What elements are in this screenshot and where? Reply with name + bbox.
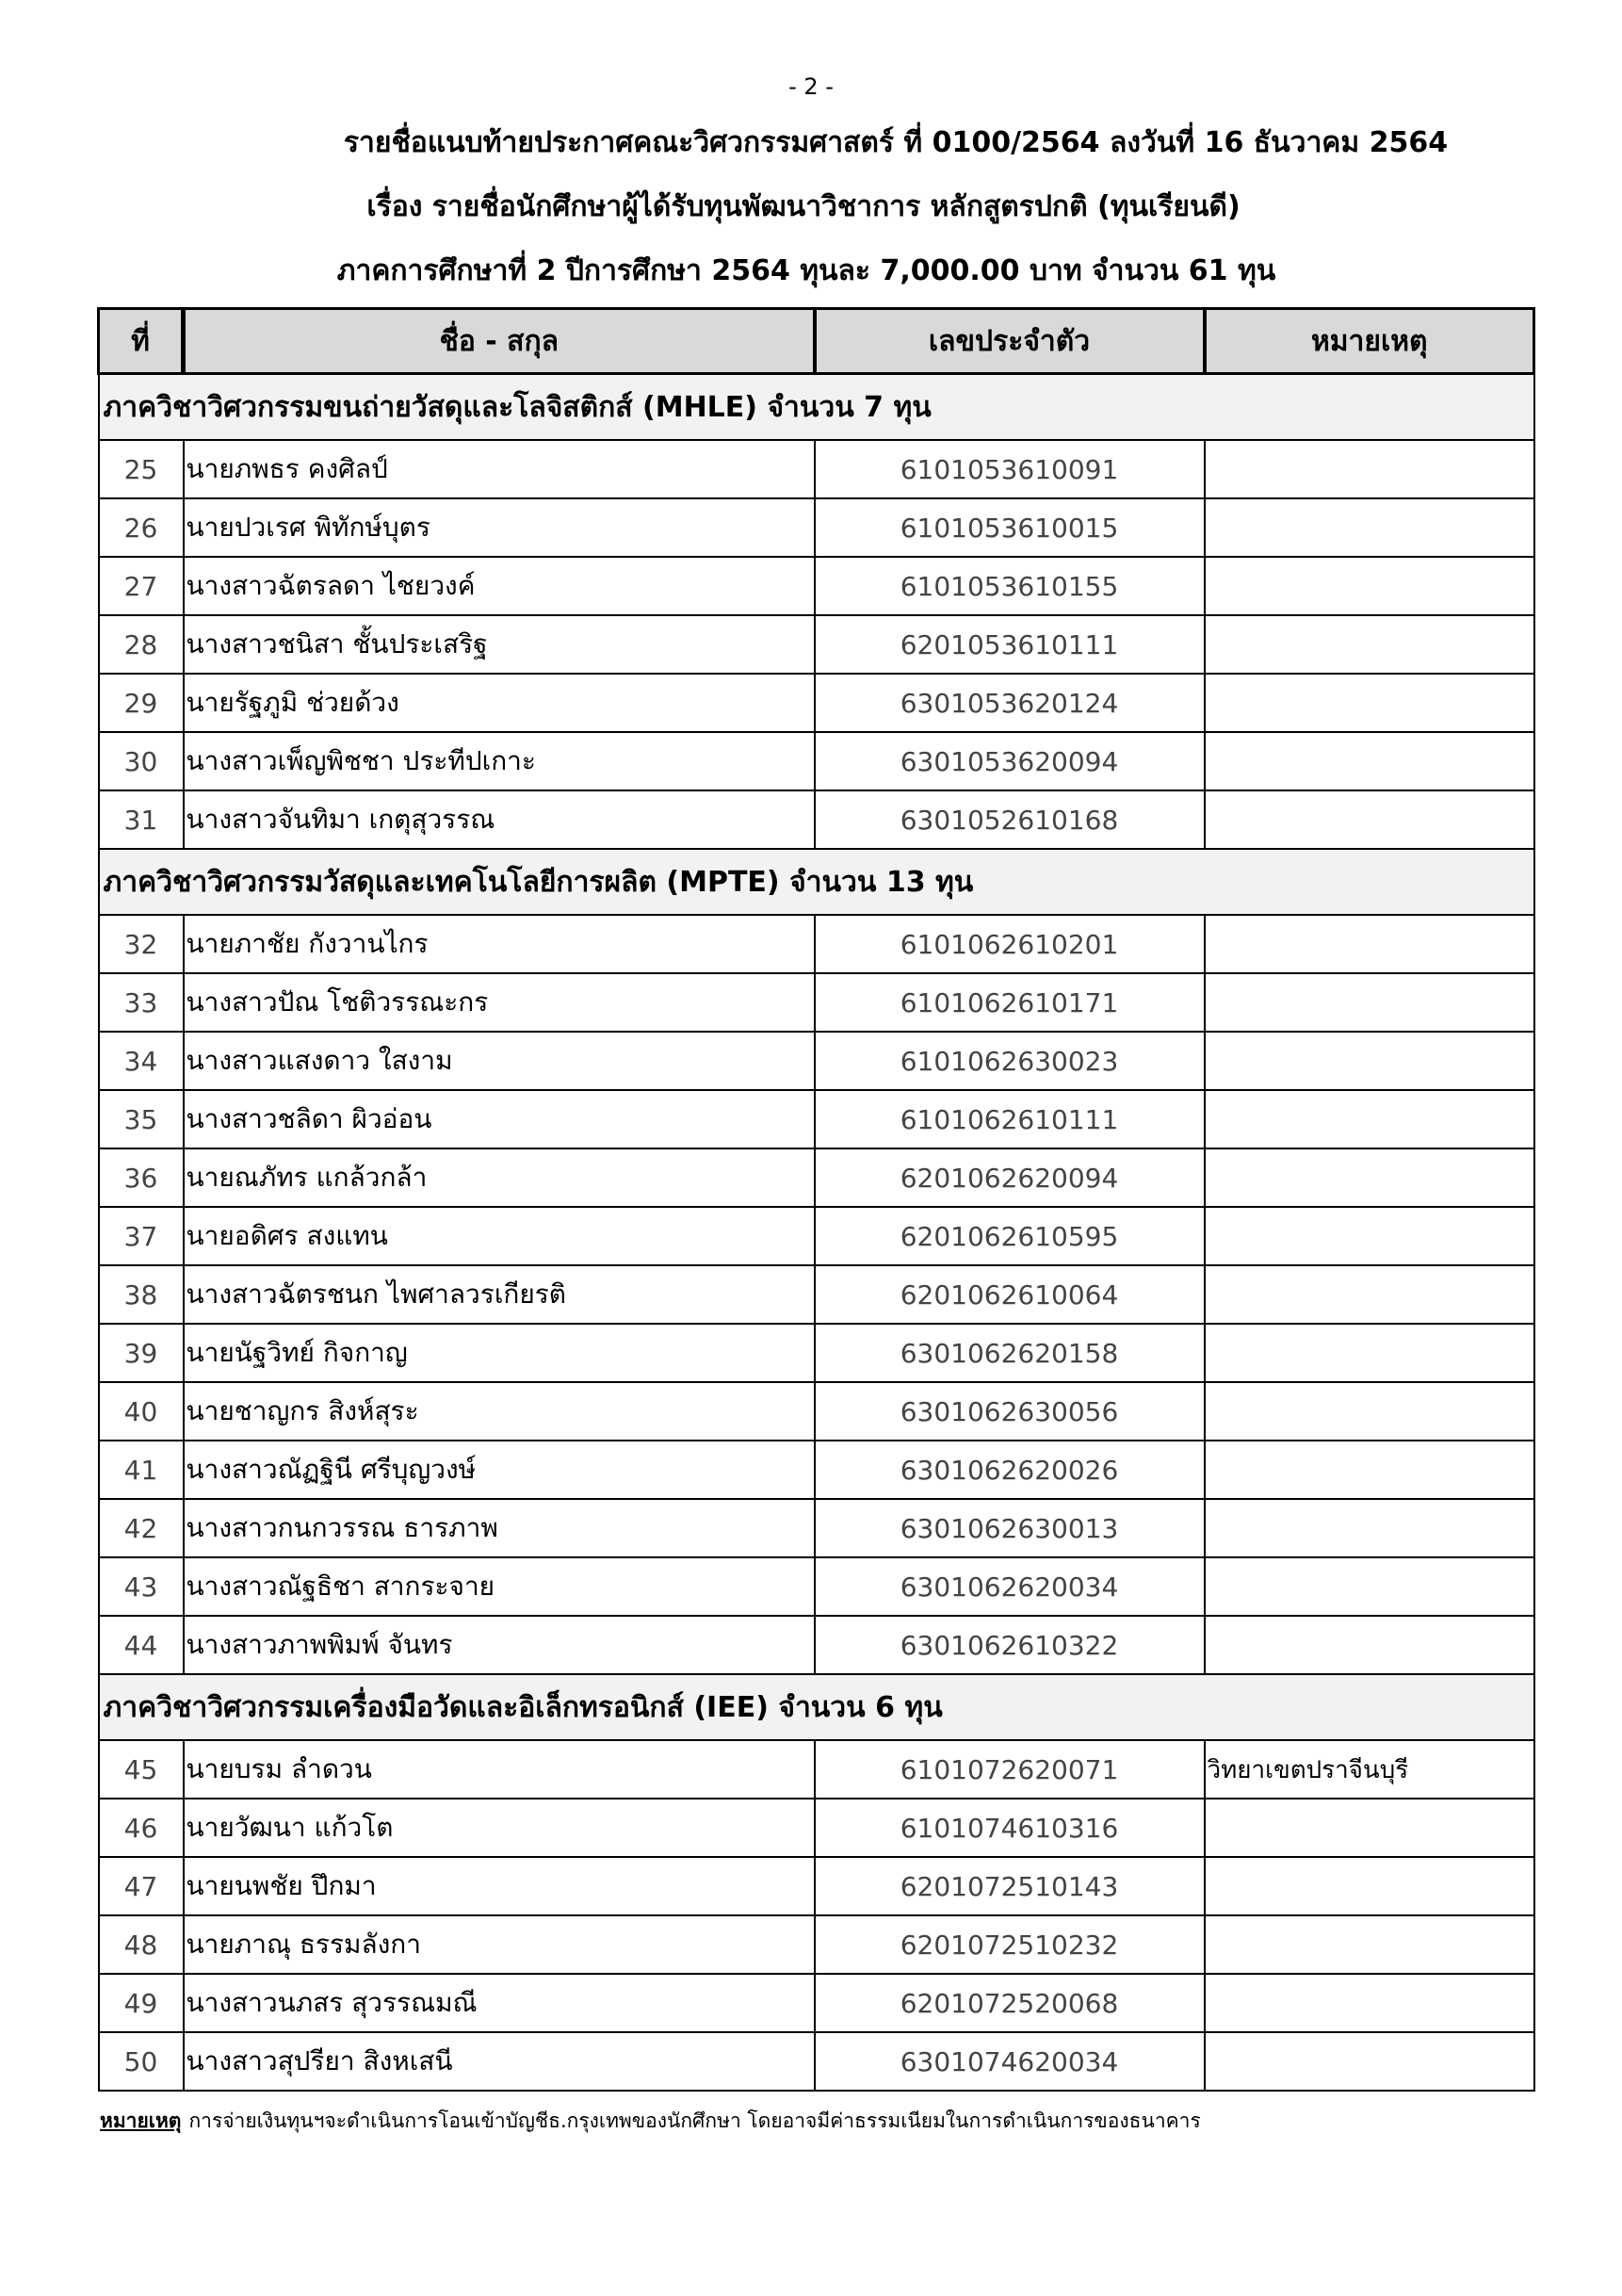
student-id: 6101074610316: [815, 1799, 1205, 1857]
table-row: [99, 1148, 1534, 1207]
section-title: ภาควิชาวิศวกรรมวัสดุและเทคโนโลยีการผลิต (MPTE) จำนวน 13 ทุน: [99, 849, 1534, 915]
student-id: 6301053620124: [815, 674, 1205, 732]
table-row: [99, 440, 1534, 498]
table-row: [99, 615, 1534, 674]
row-number: 35: [99, 1090, 184, 1148]
remark: [1205, 1148, 1534, 1207]
remark: [1205, 1557, 1534, 1616]
remark: [1205, 615, 1534, 674]
row-number: 47: [99, 1857, 184, 1915]
student-name: นายอดิศร สงแทน: [184, 1207, 815, 1265]
remark: [1205, 498, 1534, 557]
student-id: 6301062620158: [815, 1324, 1205, 1382]
header-name: ชื่อ - สกุล: [184, 309, 815, 374]
table-row: [99, 1974, 1534, 2032]
remark: [1205, 973, 1534, 1032]
student-id: 6301062620026: [815, 1441, 1205, 1499]
row-number: 45: [99, 1740, 184, 1799]
table-header-row: [99, 309, 1534, 374]
student-id: 6101062630023: [815, 1032, 1205, 1090]
row-number: 49: [99, 1974, 184, 2032]
remark: [1205, 440, 1534, 498]
student-id: 6301062620034: [815, 1557, 1205, 1616]
student-id: 6201072520068: [815, 1974, 1205, 2032]
row-number: 44: [99, 1616, 184, 1674]
row-number: 32: [99, 915, 184, 973]
section-row: [99, 374, 1534, 441]
table-row: [99, 1265, 1534, 1324]
student-name: นายภพธร คงศิลป์: [184, 440, 815, 498]
heading-line-3: ภาคการศึกษาที่ 2 ปีการศึกษา 2564 ทุนละ 7,000.00 บาท จำนวน 61 ทุน: [336, 254, 1276, 287]
student-name: นางสาวสุปรียา สิงหเสนี: [184, 2032, 815, 2091]
student-name: นางสาวณัฏฐินี ศรีบุญวงษ์: [184, 1441, 815, 1499]
student-name: นายรัฐภูมิ ช่วยด้วง: [184, 674, 815, 732]
remark: [1205, 1032, 1534, 1090]
row-number: 50: [99, 2032, 184, 2091]
row-number: 34: [99, 1032, 184, 1090]
row-number: 29: [99, 674, 184, 732]
footnote: [100, 2106, 1201, 2137]
student-name: นางสาวฉัตรลดา ไชยวงค์: [184, 557, 815, 615]
remark: [1205, 1324, 1534, 1382]
table-row: [99, 1090, 1534, 1148]
student-name: นางสาวนภสร สุวรรณมณี: [184, 1974, 815, 2032]
student-name: นางสาวชลิดา ผิวอ่อน: [184, 1090, 815, 1148]
remark: [1205, 1974, 1534, 2032]
row-number: 33: [99, 973, 184, 1032]
header-remark: หมายเหตุ: [1205, 309, 1534, 374]
student-id: 6201072510143: [815, 1857, 1205, 1915]
table-row: [99, 674, 1534, 732]
student-name: นางสาวปัณ โชติวรรณะกร: [184, 973, 815, 1032]
student-id: 6301074620034: [815, 2032, 1205, 2091]
student-id: 6201072510232: [815, 1915, 1205, 1974]
table-row: [99, 1324, 1534, 1382]
student-name: นางสาวชนิสา ชั้นประเสริฐ: [184, 615, 815, 674]
remark: [1205, 1857, 1534, 1915]
row-number: 41: [99, 1441, 184, 1499]
student-name: นางสาวเพ็ญพิชชา ประทีปเกาะ: [184, 732, 815, 790]
remark: [1205, 1441, 1534, 1499]
student-name: นางสาวแสงดาว ใสงาม: [184, 1032, 815, 1090]
row-number: 46: [99, 1799, 184, 1857]
table-row: [99, 557, 1534, 615]
remark: [1205, 1382, 1534, 1441]
student-id: 6201062620094: [815, 1148, 1205, 1207]
table-row: [99, 1499, 1534, 1557]
table-row: [99, 1382, 1534, 1441]
remark: [1205, 1207, 1534, 1265]
row-number: 37: [99, 1207, 184, 1265]
section-row: [99, 1674, 1534, 1740]
student-id: 6101062610201: [815, 915, 1205, 973]
section-row: [99, 849, 1534, 915]
remark: [1205, 1915, 1534, 1974]
student-name: นางสาวณัฐธิชา สากระจาย: [184, 1557, 815, 1616]
table-row: [99, 1740, 1534, 1799]
student-id: 6101062610111: [815, 1090, 1205, 1148]
student-name: นายปวเรศ พิทักษ์บุตร: [184, 498, 815, 557]
row-number: 42: [99, 1499, 184, 1557]
student-name: นางสาวฉัตรชนก ไพศาลวรเกียรติ: [184, 1265, 815, 1324]
table-row: [99, 498, 1534, 557]
student-id: 6301052610168: [815, 790, 1205, 849]
student-name: นางสาวภาพพิมพ์ จันทร: [184, 1616, 815, 1674]
remark: [1205, 915, 1534, 973]
student-id: 6201053610111: [815, 615, 1205, 674]
student-id: 6301062630013: [815, 1499, 1205, 1557]
heading-line-2: เรื่อง รายชื่อนักศึกษาผู้ได้รับทุนพัฒนาวิชาการ หลักสูตรปกติ (ทุนเรียนดี): [366, 190, 1241, 223]
student-name: นายภาชัย กังวานไกร: [184, 915, 815, 973]
remark: [1205, 1799, 1534, 1857]
row-number: 27: [99, 557, 184, 615]
section-title: ภาควิชาวิศวกรรมขนถ่ายวัสดุและโลจิสติกส์ (MHLE) จำนวน 7 ทุน: [99, 374, 1534, 441]
student-id: 6301062630056: [815, 1382, 1205, 1441]
remark: [1205, 2032, 1534, 2091]
table-body: [99, 374, 1534, 2092]
table-row: [99, 2032, 1534, 2091]
student-name: นายนัฐวิทย์ กิจกาญ: [184, 1324, 815, 1382]
row-number: 40: [99, 1382, 184, 1441]
scholarship-table: [97, 307, 1535, 2092]
remark: [1205, 1499, 1534, 1557]
table-row: [99, 1799, 1534, 1857]
table-row: [99, 732, 1534, 790]
student-id: 6101053610091: [815, 440, 1205, 498]
student-id: 6301062610322: [815, 1616, 1205, 1674]
remark: [1205, 1265, 1534, 1324]
row-number: 26: [99, 498, 184, 557]
row-number: 39: [99, 1324, 184, 1382]
student-name: นางสาวกนกวรรณ ธารภาพ: [184, 1499, 815, 1557]
remark: วิทยาเขตปราจีนบุรี: [1205, 1740, 1534, 1799]
student-name: นายณภัทร แกล้วกล้า: [184, 1148, 815, 1207]
footnote-label: หมายเหตุ: [100, 2109, 182, 2132]
remark: [1205, 1090, 1534, 1148]
row-number: 48: [99, 1915, 184, 1974]
header-id: เลขประจำตัว: [815, 309, 1205, 374]
row-number: 36: [99, 1148, 184, 1207]
table-row: [99, 915, 1534, 973]
row-number: 28: [99, 615, 184, 674]
table-row: [99, 1557, 1534, 1616]
student-name: นายบรม ลำดวน: [184, 1740, 815, 1799]
row-number: 38: [99, 1265, 184, 1324]
student-id: 6101062610171: [815, 973, 1205, 1032]
remark: [1205, 1616, 1534, 1674]
footnote-text: การจ่ายเงินทุนฯจะดำเนินการโอนเข้าบัญชีธ.กรุงเทพของนักศึกษา โดยอาจมีค่าธรรมเนียมในการดำเนินการของธนาคาร: [188, 2109, 1201, 2132]
remark: [1205, 790, 1534, 849]
page-number: - 2 -: [788, 73, 834, 100]
table-row: [99, 1857, 1534, 1915]
remark: [1205, 674, 1534, 732]
table-row: [99, 1032, 1534, 1090]
student-name: นายนพชัย ปึกมา: [184, 1857, 815, 1915]
heading-line-1: รายชื่อแนบท้ายประกาศคณะวิศวกรรมศาสตร์ ที่ 0100/2564 ลงวันที่ 16 ธันวาคม 2564: [343, 126, 1449, 159]
student-id: 6101072620071: [815, 1740, 1205, 1799]
student-id: 6201062610595: [815, 1207, 1205, 1265]
student-name: นายภาณุ ธรรมลังกา: [184, 1915, 815, 1974]
table-row: [99, 1616, 1534, 1674]
student-name: นายวัฒนา แก้วโต: [184, 1799, 815, 1857]
table-row: [99, 790, 1534, 849]
remark: [1205, 732, 1534, 790]
row-number: 31: [99, 790, 184, 849]
row-number: 25: [99, 440, 184, 498]
table-row: [99, 973, 1534, 1032]
table-row: [99, 1915, 1534, 1974]
remark: [1205, 557, 1534, 615]
student-id: 6101053610155: [815, 557, 1205, 615]
row-number: 43: [99, 1557, 184, 1616]
table-row: [99, 1441, 1534, 1499]
student-name: นางสาวจันทิมา เกตุสุวรรณ: [184, 790, 815, 849]
header-no: ที่: [99, 309, 184, 374]
student-id: 6101053610015: [815, 498, 1205, 557]
section-title: ภาควิชาวิศวกรรมเครื่องมือวัดและอิเล็กทรอนิกส์ (IEE) จำนวน 6 ทุน: [99, 1674, 1534, 1740]
student-id: 6301053620094: [815, 732, 1205, 790]
table-row: [99, 1207, 1534, 1265]
student-name: นายชาญกร สิงห์สุระ: [184, 1382, 815, 1441]
row-number: 30: [99, 732, 184, 790]
student-id: 6201062610064: [815, 1265, 1205, 1324]
